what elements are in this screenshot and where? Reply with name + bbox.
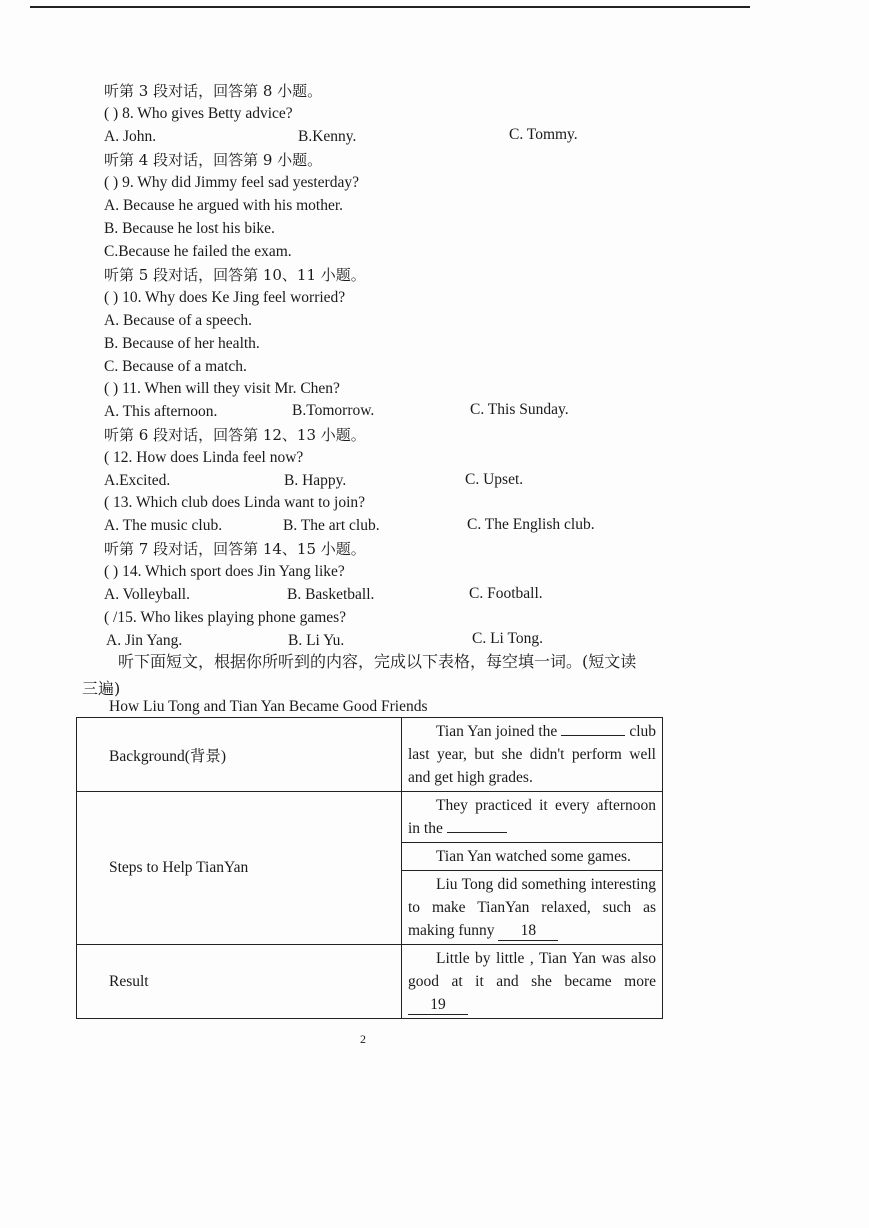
steps-label: Steps to Help TianYan: [109, 859, 249, 876]
result-label-cell: [77, 945, 402, 1019]
question-13-option-c: C. The English club.: [467, 516, 595, 533]
question-15-stem: ( /15. Who likes playing phone games?: [104, 609, 347, 626]
question-10-option-a: A. Because of a speech.: [104, 312, 253, 329]
section-5-instruction: 听第 5 段对话，回答第 10、11 小题。: [104, 266, 366, 284]
blank-17[interactable]: [447, 832, 507, 833]
page-number: 2: [360, 1032, 366, 1046]
question-8-option-a: A. John.: [104, 128, 157, 145]
background-text-cell: [402, 718, 663, 792]
background-label-cell: [77, 718, 402, 792]
question-9-stem: ( ) 9. Why did Jimmy feel sad yesterday?: [104, 174, 359, 191]
step-2-text: Tian Yan watched some games.: [436, 848, 631, 865]
question-9-option-c: C.Because he failed the exam.: [104, 243, 292, 260]
question-13-stem: ( 13. Which club does Linda want to join?: [104, 494, 366, 511]
step-2-cell: [402, 843, 663, 871]
result-text-cell: [402, 945, 663, 1019]
result-label: Result: [109, 972, 149, 990]
section-6-instruction: 听第 6 段对话，回答第 12、13 小题。: [104, 426, 366, 444]
question-10-option-c: C. Because of a match.: [104, 358, 247, 375]
section-3-instruction: 听第 3 段对话，回答第 8 小题。: [104, 82, 323, 100]
question-8-option-c: C. Tommy.: [509, 126, 578, 143]
blank-19[interactable]: 19: [408, 996, 468, 1015]
section-7-instruction: 听第 7 段对话，回答第 14、15 小题。: [104, 540, 366, 558]
answer-table: [76, 717, 663, 1019]
question-15-option-c: C. Li Tong.: [472, 630, 543, 647]
blank-16[interactable]: [561, 735, 625, 736]
question-11-option-b: B.Tomorrow.: [292, 402, 375, 419]
question-14-stem: ( ) 14. Which sport does Jin Yang like?: [104, 563, 345, 580]
question-8-option-b: B.Kenny.: [298, 128, 357, 145]
question-9-option-a: A. Because he argued with his mother.: [104, 197, 344, 214]
background-label: Background(背景): [109, 747, 227, 765]
question-8-stem: ( ) 8. Who gives Betty advice?: [104, 105, 293, 122]
question-12-stem: ( 12. How does Linda feel now?: [104, 449, 304, 466]
question-10-option-b: B. Because of her health.: [104, 335, 260, 352]
steps-label-cell: [77, 792, 402, 945]
question-14-option-b: B. Basketball.: [287, 586, 375, 603]
question-14-option-c: C. Football.: [469, 585, 543, 602]
question-12-option-b: B. Happy.: [284, 472, 347, 489]
result-text: Little by little , Tian Yan was also good at it and she became more: [408, 950, 656, 990]
step-3-text: Liu Tong did something interesting to make TianYan relaxed, such as making funny: [408, 876, 656, 939]
background-text-start: Tian Yan joined the: [436, 723, 558, 740]
question-11-option-c: C. This Sunday.: [470, 401, 569, 418]
question-13-option-b: B. The art club.: [283, 517, 380, 534]
question-10-stem: ( ) 10. Why does Ke Jing feel worried?: [104, 289, 346, 306]
step-1-cell: [402, 792, 663, 843]
section-4-instruction: 听第 4 段对话，回答第 9 小题。: [104, 151, 323, 169]
blank-18[interactable]: 18: [498, 922, 558, 941]
table-title: How Liu Tong and Tian Yan Became Good Friends: [109, 698, 428, 715]
step-1-text: They practiced it every afternoon in the: [408, 797, 656, 837]
passage-instruction: 听下面短文，根据你所听到的内容，完成以下表格，每空填一词。(短文读: [118, 652, 637, 671]
question-15-option-b: B. Li Yu.: [288, 632, 345, 649]
question-9-option-b: B. Because he lost his bike.: [104, 220, 275, 237]
passage-instruction-cont: 三遍): [82, 679, 121, 698]
question-12-option-a: A.Excited.: [104, 472, 171, 489]
top-border-line: [30, 6, 750, 8]
question-11-stem: ( ) 11. When will they visit Mr. Chen?: [104, 380, 340, 397]
question-14-option-a: A. Volleyball.: [104, 586, 190, 603]
background-text-end: club last year, but she didn't perform well and get high grades.: [408, 723, 656, 786]
question-15-option-a: A. Jin Yang.: [106, 632, 183, 649]
question-12-option-c: C. Upset.: [465, 471, 524, 488]
question-11-option-a: A. This afternoon.: [104, 403, 218, 420]
question-13-option-a: A. The music club.: [104, 517, 223, 534]
step-3-cell: [402, 871, 663, 945]
